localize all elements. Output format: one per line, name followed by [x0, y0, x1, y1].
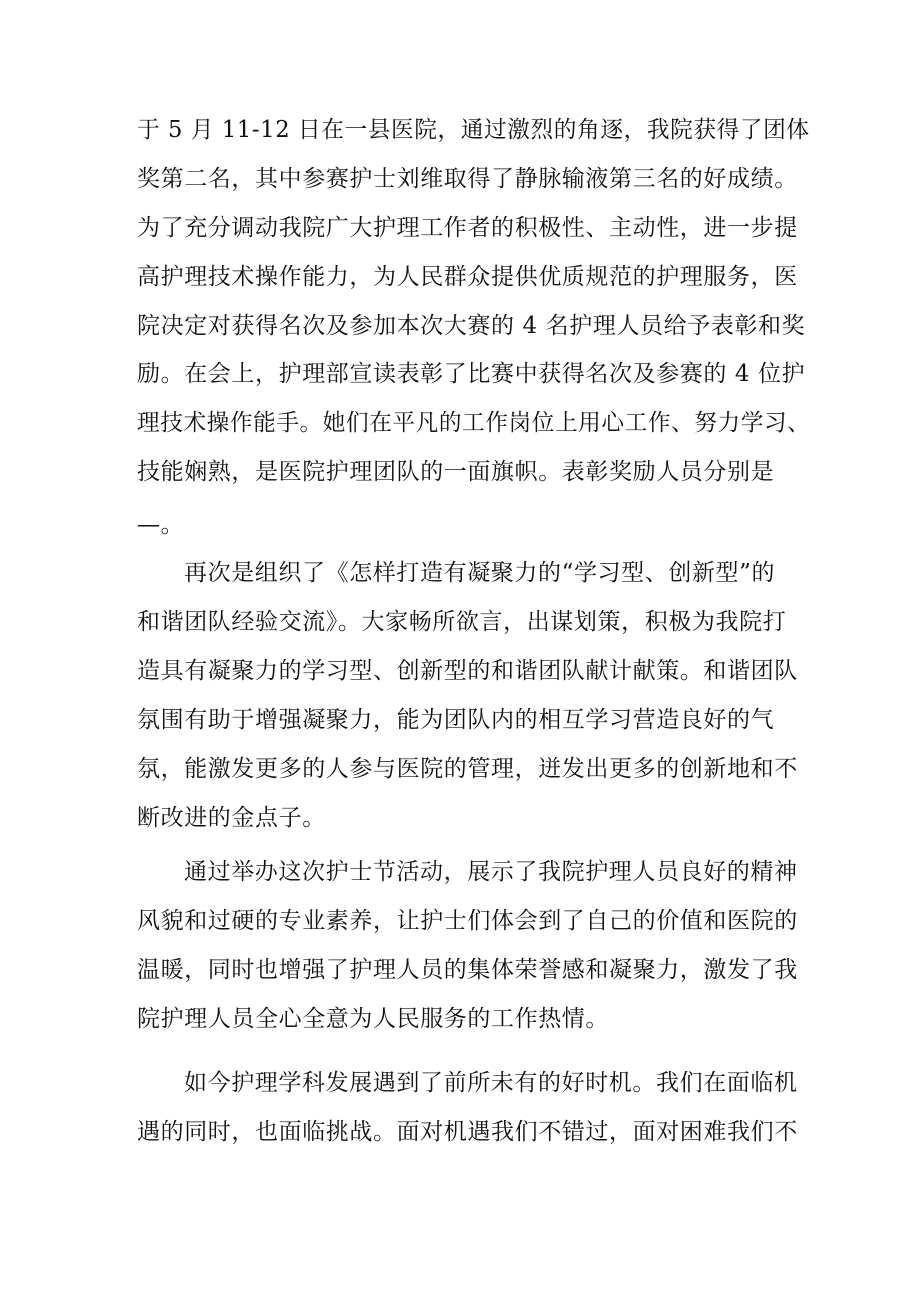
text-line: 院护理人员全心全意为人民服务的工作热情。 [137, 1006, 609, 1032]
text-line: 风貌和过硬的专业素养，让护士们体会到了自己的价值和医院的 [137, 908, 798, 934]
text-line: 氛围有助于增强凝聚力，能为团队内的相互学习营造良好的气 [137, 707, 775, 733]
text-line: 温暖，同时也增强了护理人员的集体荣誉感和凝聚力，激发了我 [137, 957, 798, 983]
text-line: 高护理技术操作能力，为人民群众提供优质规范的护理服务，医 [137, 264, 798, 290]
text-line: 通过举办这次护士节活动，展示了我院护理人员良好的精神 [184, 859, 798, 885]
text-line: 为了充分调动我院广大护理工作者的积极性、主动性，进一步提 [137, 215, 798, 241]
text-line: 院决定对获得名次及参加本次大赛的 4 名护理人员给予表彰和奖 [137, 313, 806, 339]
text-line: 励。在会上，护理部宣读表彰了比赛中获得名次及参赛的 4 位护 [137, 361, 806, 387]
text-line: 奖第二名，其中参赛护士刘维取得了静脉输液第三名的好成绩。 [137, 166, 798, 192]
text-line: 氛，能激发更多的人参与医院的管理，迸发出更多的创新地和不 [137, 756, 798, 782]
text-line: 遇的同时，也面临挑战。面对机遇我们不错过，面对困难我们不 [137, 1119, 798, 1145]
text-line: 技能娴熟，是医院护理团队的一面旗帜。表彰奖励人员分别是 [137, 459, 775, 485]
text-line: —。 [137, 512, 185, 538]
text-line: 造具有凝聚力的学习型、创新型的和谐团队献计献策。和谐团队 [137, 658, 798, 684]
text-line: 断改进的金点子。 [137, 805, 326, 831]
text-line: 于 5 月 11-12 日在一县医院，通过激烈的角逐，我院获得了团体 [137, 117, 810, 143]
text-line: 再次是组织了《怎样打造有凝聚力的“学习型、创新型”的 [184, 560, 776, 586]
text-line: 理技术操作能手。她们在平凡的工作岗位上用心工作、努力学习、 [137, 410, 811, 436]
text-line: 和谐团队经验交流》。大家畅所欲言，出谋划策，积极为我院打 [137, 609, 787, 635]
text-line: 如今护理学科发展遇到了前所未有的好时机。我们在面临机 [184, 1070, 798, 1096]
